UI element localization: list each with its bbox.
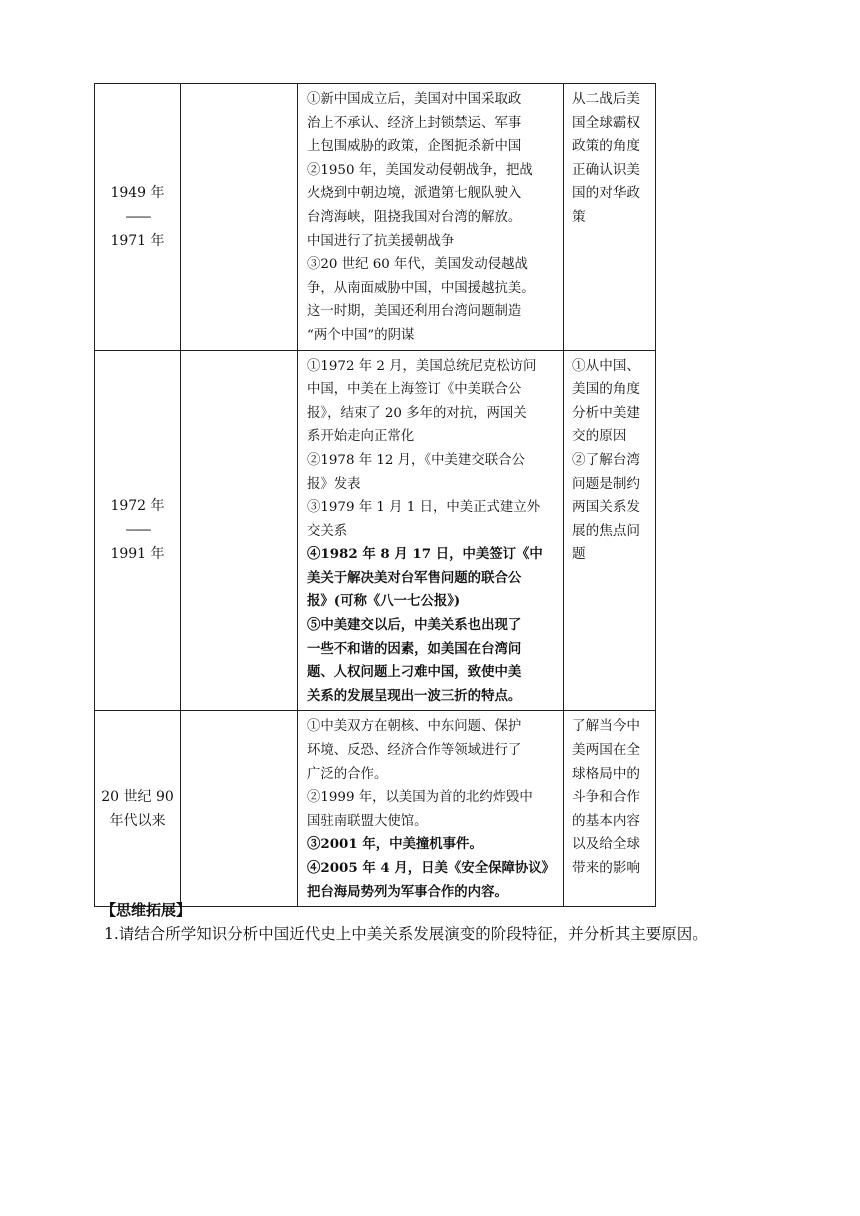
note-line: 球格局中的	[572, 765, 641, 782]
event-line: 这一时期，美国还利用台湾问题制造	[307, 304, 522, 320]
note-line: 题	[572, 546, 586, 563]
event-line: ②1950 年，美国发动侵朝战争，把战	[307, 162, 533, 178]
events-cell	[298, 350, 564, 711]
notes-cell	[564, 350, 656, 711]
event-line: 争，从南面威胁中国，中国援越抗美。	[307, 280, 535, 296]
event-line: 系开始走向正常化	[307, 429, 415, 445]
event-line: ③20 世纪 60 年代，美国发动侵越战	[307, 257, 528, 273]
note-line: 问题是制约	[572, 475, 641, 492]
note-line: 从二战后美	[572, 91, 641, 107]
period-cell	[95, 711, 181, 907]
period-line: ——	[125, 208, 150, 225]
period-line: 年代以来	[109, 812, 166, 829]
note-line: 以及给全球	[572, 836, 641, 853]
event-line: 中国进行了抗美援朝战争	[307, 233, 455, 249]
event-line: ①新中国成立后，美国对中国采取政	[307, 92, 522, 107]
event-line-bold: 美关于解决美对台军售问题的联合公	[307, 569, 522, 586]
note-line: 两国关系发	[572, 499, 641, 516]
event-line-bold: 把台海局势列为军事合作的内容。	[307, 883, 508, 900]
note-line: 正确认识美	[572, 161, 641, 178]
event-line-bold: 关系的发展呈现出一波三折的特点。	[307, 687, 522, 704]
events-cell	[298, 711, 564, 907]
period-line: 1991 年	[110, 546, 165, 563]
event-line-bold: 报》(可称《八一七公报》)	[307, 593, 461, 610]
note-line: 美国的角度	[572, 381, 641, 398]
note-line: ②了解台湾	[572, 451, 641, 468]
event-line: ③1979 年 1 月 1 日，中美正式建立外	[307, 500, 541, 516]
event-line-bold: 题、人权问题上刁难中国，致使中美	[307, 664, 522, 681]
blank-cell	[181, 711, 298, 907]
notes-cell	[564, 84, 656, 351]
table-row	[95, 84, 656, 351]
note-line: 的基本内容	[572, 812, 641, 829]
events-cell	[298, 84, 564, 351]
event-line: 报》发表	[307, 476, 361, 492]
note-line: 交的原因	[572, 428, 627, 445]
event-line: 交关系	[307, 523, 348, 539]
event-line-bold: ③2001 年，中美撞机事件。	[307, 836, 483, 853]
event-line: ①中美双方在朝核、中东问题、保护	[307, 719, 522, 735]
event-line: 国驻南联盟大使馆。	[307, 813, 428, 829]
note-line: 带来的影响	[572, 860, 641, 876]
question-text: 1.请结合所学知识分析中国近代史上中美关系发展演变的阶段特征，并分析其主要原因。	[104, 925, 708, 943]
note-line: 斗争和合作	[572, 789, 641, 806]
event-line: 治上不承认、经济上封锁禁运、军事	[307, 115, 522, 131]
blank-cell	[181, 350, 298, 711]
event-line-bold: 一些不和谐的因素，如美国在台湾问	[307, 640, 522, 657]
note-line: 分析中美建	[572, 404, 641, 421]
blank-cell	[181, 84, 298, 351]
period-line: 1971 年	[110, 232, 165, 249]
event-line: “两个中国”的阴谋	[307, 327, 415, 343]
event-line: 火烧到中朝边境，派遣第七舰队驶入	[307, 186, 522, 202]
note-line: 国的对华政	[572, 185, 641, 202]
event-line-bold: ④2005 年 4 月，日美《安全保障协议》	[307, 860, 556, 876]
table-row	[95, 711, 656, 907]
period-cell	[95, 350, 181, 711]
period-line: 1949 年	[110, 184, 165, 201]
history-table	[94, 83, 656, 907]
event-line: 上包围威胁的政策，企图扼杀新中国	[307, 139, 522, 155]
section-heading: 【思维拓展】	[101, 901, 192, 919]
note-line: 美两国在全	[572, 742, 641, 759]
event-line: 广泛的合作。	[307, 766, 388, 782]
event-line-bold: ⑤中美建交以后，中美关系也出现了	[307, 617, 522, 634]
note-line: 展的焦点问	[572, 522, 641, 539]
event-line: 中国，中美在上海签订《中美联合公	[307, 382, 522, 398]
event-line: 环境、反恐、经济合作等领域进行了	[307, 743, 522, 759]
period-line: ——	[125, 522, 150, 539]
note-line: 政策的角度	[572, 138, 641, 155]
note-line: 策	[572, 208, 586, 225]
event-line: 台湾海峡，阻挠我国对台湾的解放。	[307, 209, 522, 225]
note-line: ①从中国、	[572, 357, 641, 374]
event-line: ②1978 年 12 月，《中美建交联合公	[307, 452, 525, 468]
event-line: ①1972 年 2 月，美国总统尼克松访问	[307, 358, 537, 374]
note-line: 了解当今中	[572, 718, 641, 735]
period-line: 20 世纪 90	[101, 788, 174, 805]
period-line: 1972 年	[110, 498, 165, 515]
event-line: ②1999 年，以美国为首的北约炸毁中	[307, 790, 533, 806]
period-cell	[95, 84, 181, 351]
note-line: 国全球霸权	[572, 114, 641, 131]
table-row	[95, 350, 656, 711]
event-line-bold: ④1982 年 8 月 17 日，中美签订《中	[307, 546, 543, 563]
notes-cell	[564, 711, 656, 907]
event-line: 报》，结束了 20 多年的对抗，两国关	[307, 405, 527, 421]
